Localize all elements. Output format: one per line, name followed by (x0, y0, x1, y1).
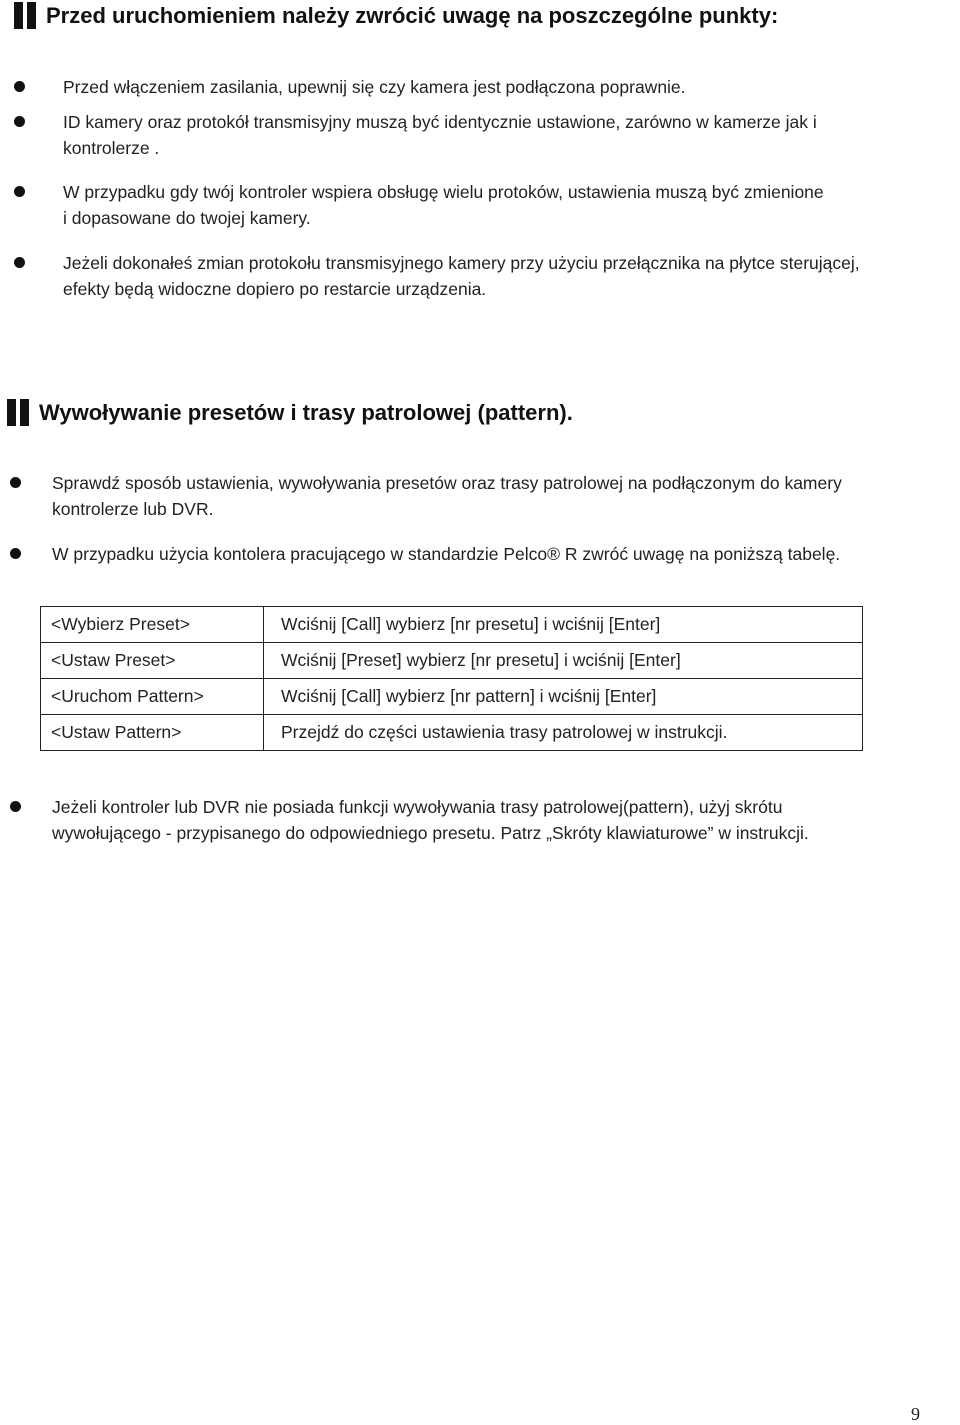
bullet-icon (10, 548, 21, 559)
list-item-line: kontrolerze lub DVR. (52, 499, 214, 519)
list-item-line: ID kamery oraz protokół transmisyjny muszą być identycznie ustawione, zarówno w kamerze jak i (63, 112, 817, 132)
list-item-line: kontrolerze . (63, 138, 160, 158)
table-row (41, 715, 863, 751)
bullet-icon (14, 257, 25, 268)
bullet-icon (14, 81, 25, 92)
list-item-line: Sprawdź sposób ustawienia, wywoływania presetów oraz trasy patrolowej na podłączonym do kamery (52, 473, 842, 493)
section-heading-presets (7, 399, 573, 426)
table-row (41, 643, 863, 679)
list-item (10, 794, 954, 846)
list-item (10, 470, 950, 522)
bullet-icon (10, 477, 21, 488)
section-title: Wywoływanie presetów i trasy patrolowej (pattern). (39, 399, 573, 425)
table-row (41, 607, 863, 643)
section-title: Przed uruchomieniem należy zwrócić uwagę na poszczególne punkty: (46, 2, 779, 28)
page-number: 9 (911, 1404, 920, 1424)
list-item-line: wywołującego - przypisanego do odpowiedniego presetu. Patrz „Skróty klawiaturowe” w instrukcji. (52, 823, 809, 843)
list-item (14, 179, 954, 231)
list-item-line: Przed włączeniem zasilania, upewnij się czy kamera jest podłączona poprawnie. (63, 77, 686, 97)
command-table (40, 606, 863, 751)
table-cell-action: <Uruchom Pattern> (41, 679, 264, 715)
list-item-line: W przypadku gdy twój kontroler wspiera obsługę wielu protoków, ustawienia muszą być zmienione (63, 182, 824, 202)
table-cell-instruction: Wciśnij [Call] wybierz [nr pattern] i wciśnij [Enter] (264, 679, 863, 715)
list-item (14, 250, 958, 302)
list-item (14, 109, 954, 161)
table-cell-action: <Ustaw Preset> (41, 643, 264, 679)
list-item-line: W przypadku użycia kontolera pracującego w standardzie Pelco® R zwróć uwagę na poniższą tabelę. (52, 544, 841, 564)
list-item (14, 74, 954, 100)
table-cell-instruction: Przejdź do części ustawienia trasy patrolowej w instrukcji. (264, 715, 863, 751)
list-item-line: efekty będą widoczne dopiero po restarcie urządzenia. (63, 279, 487, 299)
list-item-line: i dopasowane do twojej kamery. (63, 208, 311, 228)
table-cell-action: <Wybierz Preset> (41, 607, 264, 643)
bullet-icon (10, 801, 21, 812)
table-row (41, 679, 863, 715)
heading-marker-icon (14, 2, 36, 29)
heading-marker-icon (7, 399, 29, 426)
section-heading-preparation (14, 2, 778, 29)
table-cell-action: <Ustaw Pattern> (41, 715, 264, 751)
list-item (10, 541, 954, 567)
table-cell-instruction: Wciśnij [Preset] wybierz [nr presetu] i wciśnij [Enter] (264, 643, 863, 679)
list-item-line: Jeżeli dokonałeś zmian protokołu transmisyjnego kamery przy użyciu przełącznika na płytce sterującej, (63, 253, 860, 273)
bullet-icon (14, 186, 25, 197)
bullet-icon (14, 116, 25, 127)
table-cell-instruction: Wciśnij [Call] wybierz [nr presetu] i wciśnij [Enter] (264, 607, 863, 643)
list-item-line: Jeżeli kontroler lub DVR nie posiada funkcji wywoływania trasy patrolowej(pattern), użyj skrótu (52, 797, 783, 817)
